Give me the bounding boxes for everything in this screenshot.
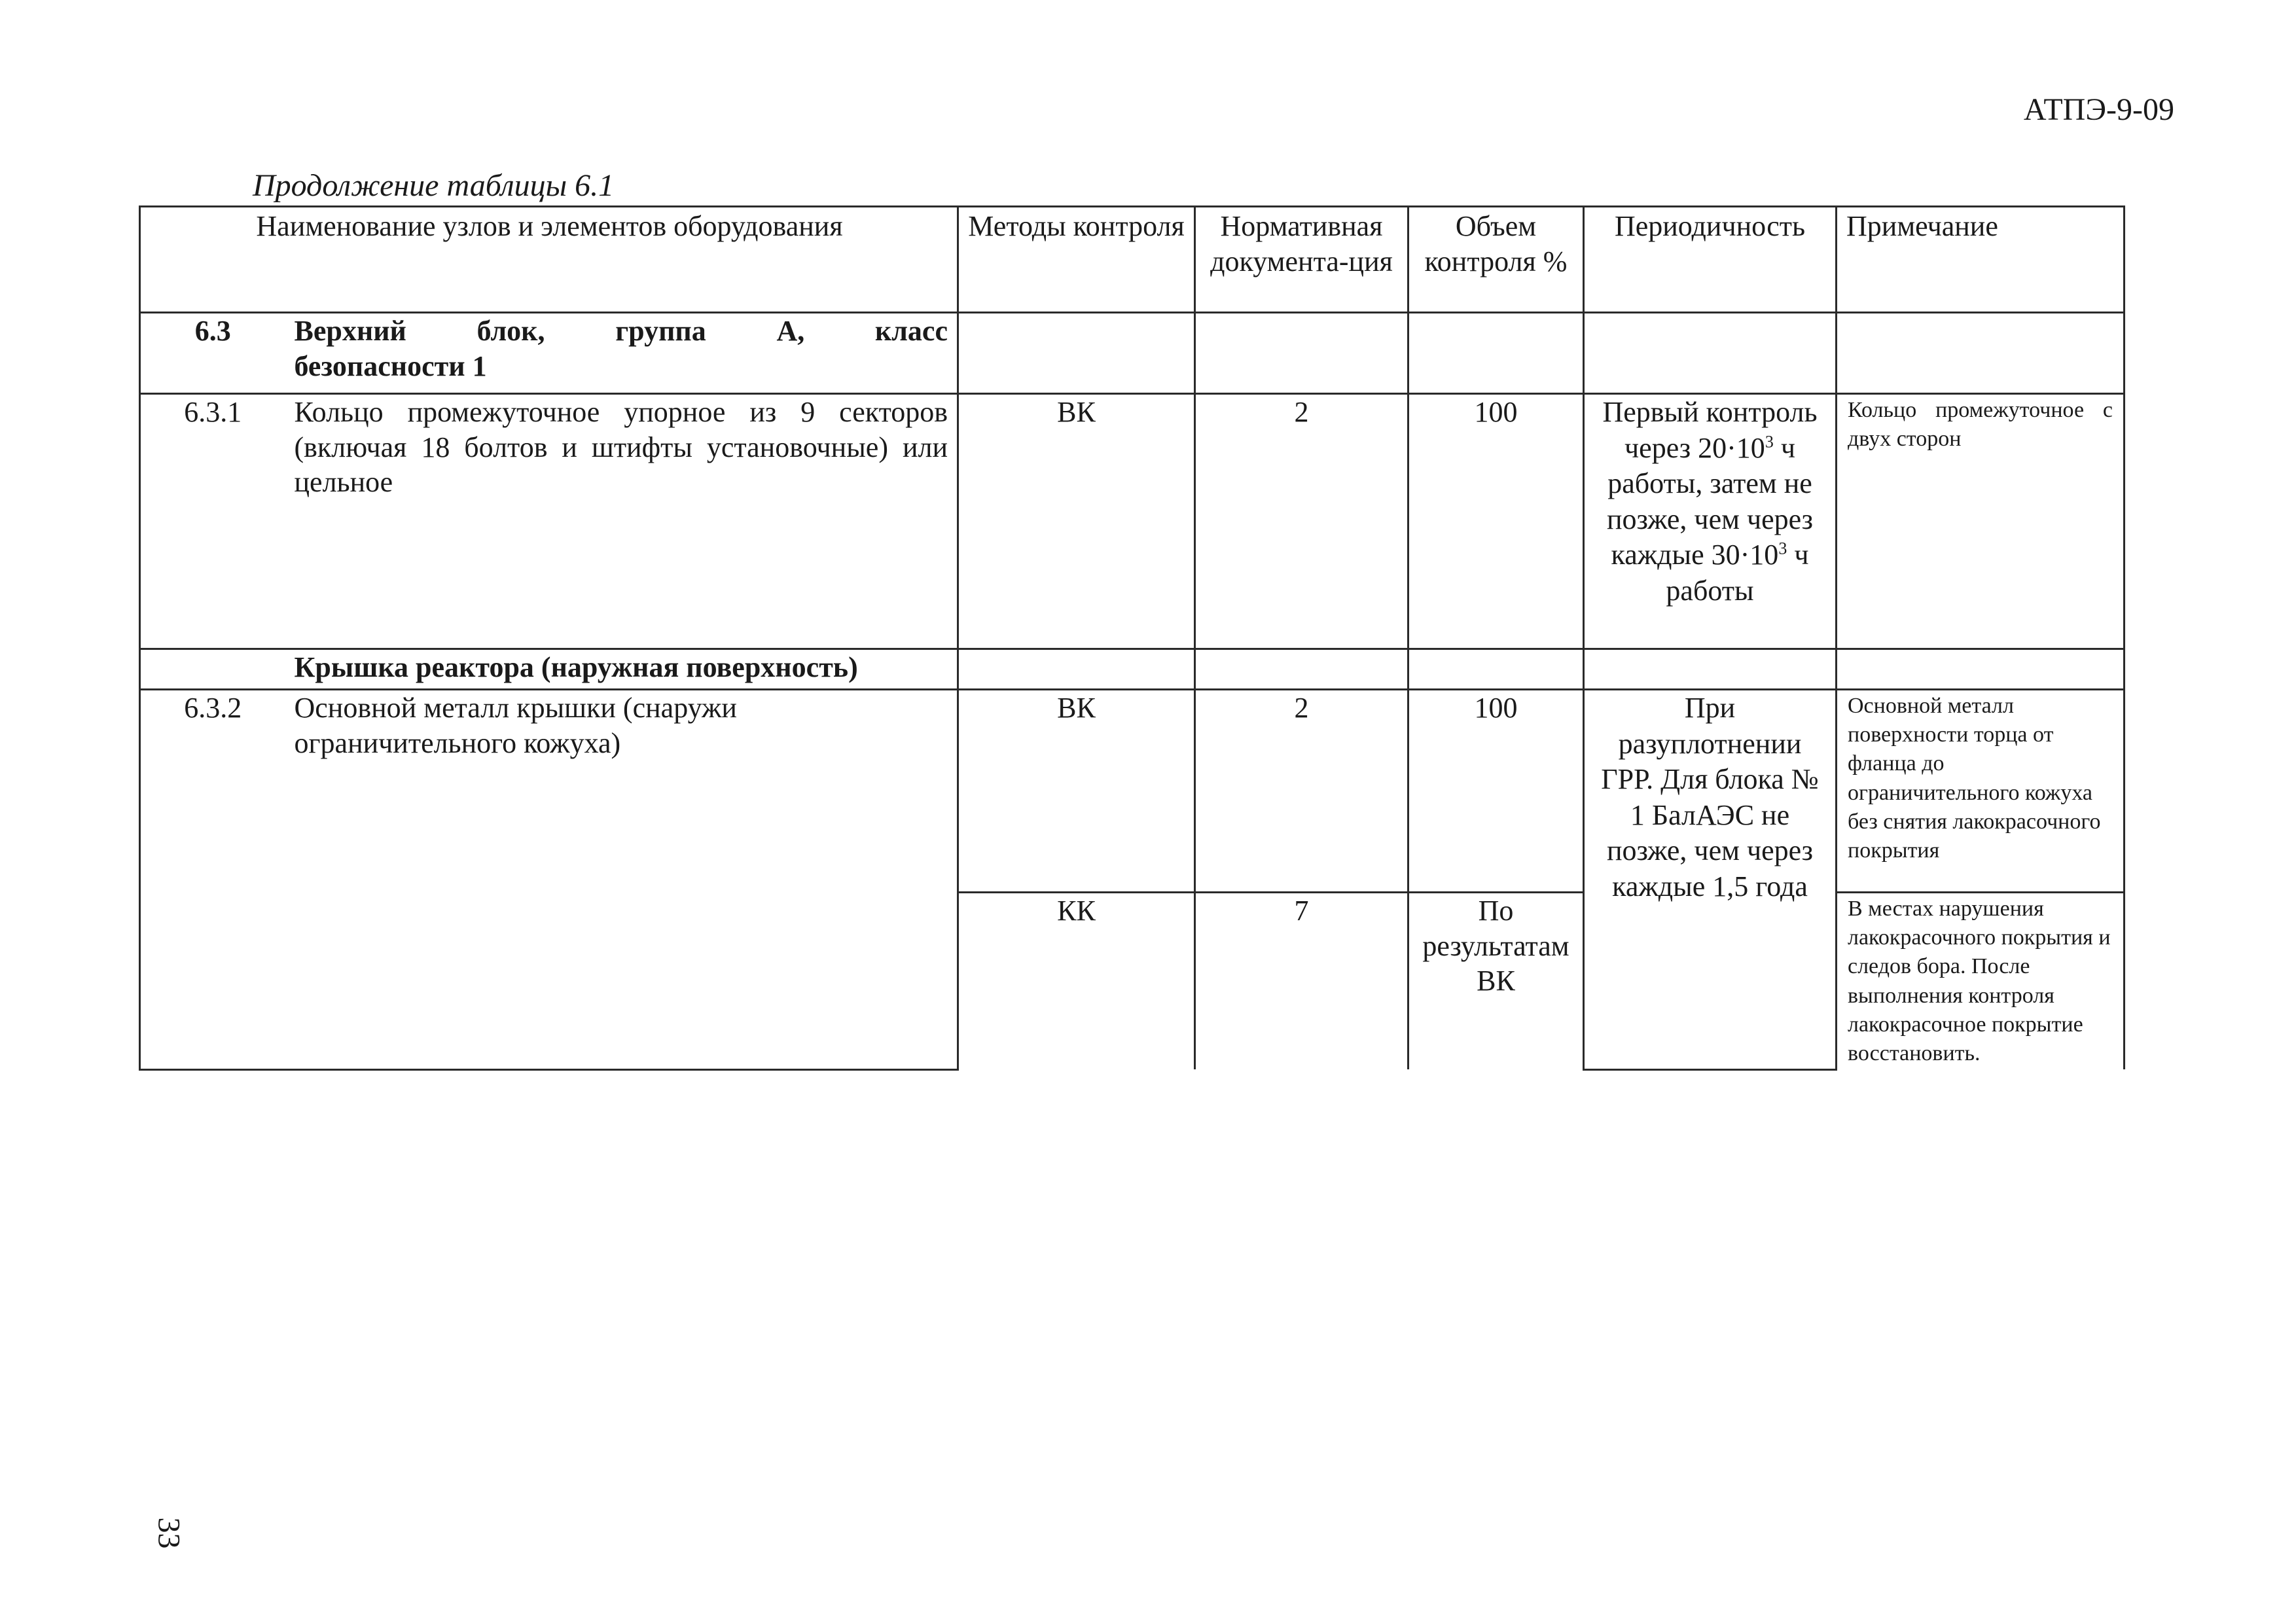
empty-cell bbox=[1195, 649, 1408, 690]
empty-cell bbox=[1195, 313, 1408, 394]
row-number: 6.3.1 bbox=[140, 394, 285, 649]
header-name: Наименование узлов и элементов оборудования bbox=[140, 207, 958, 313]
note: В местах нарушения лакокрасочного покрытия и следов бора. После выполнения контроля лакокрасочное покрытие восстановить. bbox=[1837, 893, 2125, 1070]
header-volume: Объем контроля % bbox=[1408, 207, 1584, 313]
control-method: КК bbox=[958, 893, 1195, 1070]
period-text: ч работы, затем не позже, чем через каждые 30·10 bbox=[1606, 431, 1814, 571]
periodicity: При разуплотнении ГРР. Для блока № 1 БалАЭС не позже, чем через каждые 1,5 года bbox=[1584, 690, 1837, 1070]
empty-cell bbox=[958, 649, 1195, 690]
header-periodicity: Периодичность bbox=[1584, 207, 1837, 313]
header-note: Примечание bbox=[1837, 207, 2125, 313]
row-6-3-2-vk bbox=[140, 690, 2125, 893]
section-number: 6.3 bbox=[140, 313, 285, 394]
normative-doc: 2 bbox=[1195, 690, 1408, 893]
header-row bbox=[140, 207, 2125, 313]
control-method: ВК bbox=[958, 690, 1195, 893]
empty-cell bbox=[1408, 649, 1584, 690]
inspection-table bbox=[139, 205, 2125, 1071]
periodicity bbox=[1584, 394, 1837, 649]
exponent: 3 bbox=[1778, 539, 1787, 558]
empty-cell bbox=[1408, 313, 1584, 394]
normative-doc: 2 bbox=[1195, 394, 1408, 649]
section-row-6-3 bbox=[140, 313, 2125, 394]
header-methods: Методы контроля bbox=[958, 207, 1195, 313]
note: Кольцо промежуточное с двух сторон bbox=[1837, 394, 2125, 649]
control-volume: 100 bbox=[1408, 394, 1584, 649]
row-number: 6.3.2 bbox=[140, 690, 285, 1070]
section-title bbox=[285, 313, 958, 394]
row-6-3-1 bbox=[140, 394, 2125, 649]
section-title-line2: безопасности 1 bbox=[294, 349, 487, 382]
subsection-title: Крышка реактора (наружная поверхность) bbox=[285, 649, 958, 690]
section-title-line1: Верхний блок, группа А, класс bbox=[294, 315, 948, 347]
note: Основной металл поверхности торца от фланца до ограничительного кожуха без снятия лакокрасочного покрытия bbox=[1837, 690, 2125, 893]
page-number: 33 bbox=[151, 1517, 187, 1549]
header-normative: Нормативная документа-ция bbox=[1195, 207, 1408, 313]
row-name: Основной металл крышки (снаружи ограничительного кожуха) bbox=[285, 690, 958, 1070]
empty-cell bbox=[1837, 313, 2125, 394]
subsection-row-cover bbox=[140, 649, 2125, 690]
row-name: Кольцо промежуточное упорное из 9 секторов (включая 18 болтов и штифты установочные) или цельное bbox=[285, 394, 958, 649]
empty-cell bbox=[1584, 313, 1837, 394]
control-volume: По результатам ВК bbox=[1408, 893, 1584, 1070]
table-caption: Продолжение таблицы 6.1 bbox=[253, 168, 615, 203]
control-volume: 100 bbox=[1408, 690, 1584, 893]
document-code: АТПЭ-9-09 bbox=[2023, 92, 2174, 127]
empty-cell bbox=[958, 313, 1195, 394]
period-text: Первый контроль через 20·10 bbox=[1602, 396, 1818, 464]
empty-cell bbox=[140, 649, 285, 690]
control-method: ВК bbox=[958, 394, 1195, 649]
empty-cell bbox=[1837, 649, 2125, 690]
normative-doc: 7 bbox=[1195, 893, 1408, 1070]
empty-cell bbox=[1584, 649, 1837, 690]
exponent: 3 bbox=[1765, 431, 1774, 451]
period-text: ч работы bbox=[1666, 539, 1809, 607]
